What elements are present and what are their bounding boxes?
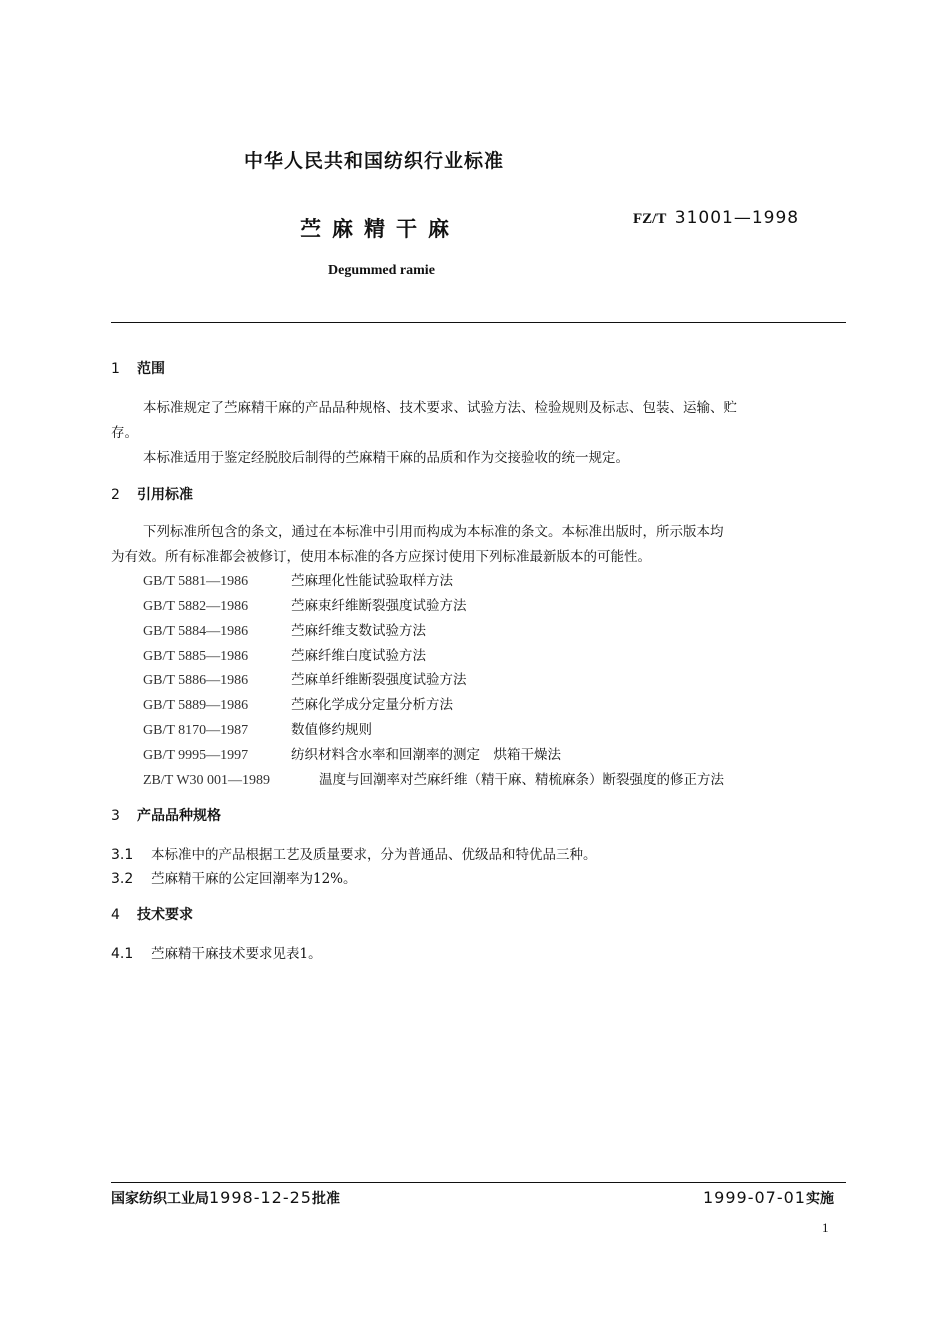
section-2-heading: 2 引用标准 (111, 487, 193, 503)
clause-3-1: 3.1 本标准中的产品根据工艺及质量要求，分为普通品、优级品和特优品三种。 (111, 847, 597, 863)
section-2-intro-line-2: 为有效。所有标准都会被修订，使用本标准的各方应探讨使用下列标准最新版本的可能性。 (111, 549, 651, 565)
reference-item: GB/T 5884—1986 苎麻纤维支数试验方法 (143, 623, 426, 639)
document-title: 苎麻精干麻 (300, 217, 460, 241)
section-2-intro-line-1: 下列标准所包含的条文，通过在本标准中引用而构成为本标准的条文。本标准出版时，所示版本均 (143, 524, 724, 540)
standard-code-prefix: FZ/T (633, 211, 667, 227)
section-1-paragraph-1-line-2: 存。 (111, 425, 138, 441)
section-1-heading: 1 范围 (111, 361, 165, 377)
reference-item: GB/T 5882—1986 苎麻束纤维断裂强度试验方法 (143, 598, 467, 614)
reference-item: GB/T 8170—1987 数值修约规则 (143, 722, 372, 738)
reference-item: GB/T 5886—1986 苎麻单纤维断裂强度试验方法 (143, 672, 467, 688)
section-1-paragraph-1-line-1: 本标准规定了苎麻精干麻的产品品种规格、技术要求、试验方法、检验规则及标志、包装、运输、贮 (143, 400, 737, 416)
footer-divider (111, 1182, 846, 1183)
issuing-standard-title: 中华人民共和国纺织行业标准 (244, 150, 505, 172)
clause-3-2: 3.2 苎麻精干麻的公定回潮率为12%。 (111, 871, 357, 887)
reference-item: ZB/T W30 001—1989 温度与回潮率对苎麻纤维（精干麻、精梳麻条）断裂强度的修正方法 (143, 772, 724, 788)
section-1-paragraph-2: 本标准适用于鉴定经脱胶后制得的苎麻精干麻的品质和作为交接验收的统一规定。 (143, 450, 629, 466)
clause-4-1: 4.1 苎麻精干麻技术要求见表1。 (111, 946, 322, 962)
standard-code (633, 208, 799, 228)
approval-line: 国家纺织工业局1998-12-25批准 (111, 1188, 340, 1207)
header-divider (111, 322, 846, 323)
page-number: 1 (822, 1220, 829, 1235)
section-3-heading: 3 产品品种规格 (111, 808, 221, 824)
reference-item: GB/T 5889—1986 苎麻化学成分定量分析方法 (143, 697, 453, 713)
standard-code-number: 31001—1998 (674, 208, 800, 228)
reference-item: GB/T 9995—1997 纺织材料含水率和回潮率的测定 烘箱干燥法 (143, 747, 561, 763)
section-4-heading: 4 技术要求 (111, 907, 193, 923)
effective-date-line: 1999-07-01实施 (703, 1188, 834, 1207)
reference-item: GB/T 5881—1986 苎麻理化性能试验取样方法 (143, 573, 453, 589)
english-title: Degummed ramie (328, 263, 435, 278)
reference-item: GB/T 5885—1986 苎麻纤维白度试验方法 (143, 648, 426, 664)
